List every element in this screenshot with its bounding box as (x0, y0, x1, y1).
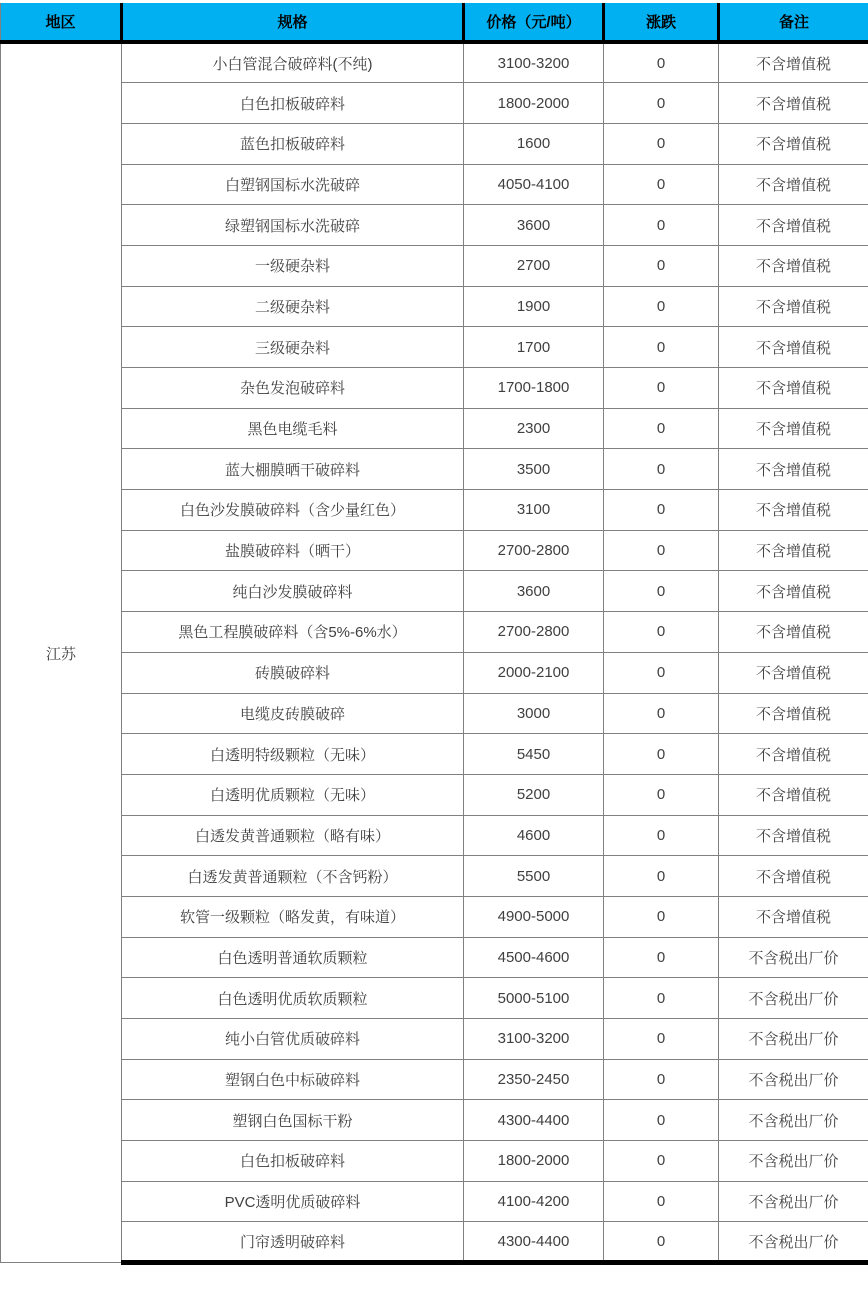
spec-cell: 塑钢白色中标破碎料 (122, 1059, 464, 1100)
table-row (1, 1141, 868, 1182)
table-row (1, 1019, 868, 1060)
spec-cell: 门帘透明破碎料 (122, 1222, 464, 1263)
table-row (1, 83, 868, 124)
note-cell: 不含增值税 (719, 123, 868, 164)
table-body (1, 42, 868, 1263)
column-header-change: 涨跌 (604, 3, 719, 42)
note-cell: 不含税出厂价 (719, 1019, 868, 1060)
spec-cell: 蓝大棚膜晒干破碎料 (122, 449, 464, 490)
table-row (1, 327, 868, 368)
note-cell: 不含增值税 (719, 490, 868, 531)
column-header-region: 地区 (1, 3, 122, 42)
change-cell: 0 (604, 530, 719, 571)
price-cell: 4900-5000 (464, 896, 604, 937)
table-row (1, 490, 868, 531)
change-cell: 0 (604, 774, 719, 815)
table-row (1, 774, 868, 815)
price-cell: 3100-3200 (464, 1019, 604, 1060)
change-cell: 0 (604, 856, 719, 897)
table-row (1, 368, 868, 409)
note-cell: 不含增值税 (719, 734, 868, 775)
change-cell: 0 (604, 693, 719, 734)
note-cell: 不含税出厂价 (719, 937, 868, 978)
change-cell: 0 (604, 42, 719, 83)
price-cell: 3500 (464, 449, 604, 490)
table-row (1, 856, 868, 897)
table-row (1, 205, 868, 246)
price-cell: 2700-2800 (464, 530, 604, 571)
price-cell: 3000 (464, 693, 604, 734)
spec-cell: 白色透明优质软质颗粒 (122, 978, 464, 1019)
table-row (1, 530, 868, 571)
change-cell: 0 (604, 490, 719, 531)
note-cell: 不含增值税 (719, 205, 868, 246)
change-cell: 0 (604, 327, 719, 368)
table-row (1, 978, 868, 1019)
note-cell: 不含增值税 (719, 896, 868, 937)
price-cell: 4300-4400 (464, 1100, 604, 1141)
region-cell: 江苏 (1, 42, 122, 1263)
spec-cell: 白色扣板破碎料 (122, 83, 464, 124)
price-cell: 4300-4400 (464, 1222, 604, 1263)
change-cell: 0 (604, 612, 719, 653)
spec-cell: 杂色发泡破碎料 (122, 368, 464, 409)
price-cell: 1700 (464, 327, 604, 368)
spec-cell: 白透明优质颗粒（无味） (122, 774, 464, 815)
spec-cell: 三级硬杂料 (122, 327, 464, 368)
price-cell: 1900 (464, 286, 604, 327)
note-cell: 不含增值税 (719, 42, 868, 83)
note-cell: 不含增值税 (719, 774, 868, 815)
price-cell: 4600 (464, 815, 604, 856)
change-cell: 0 (604, 937, 719, 978)
table-row (1, 123, 868, 164)
table-row (1, 1181, 868, 1222)
spec-cell: PVC透明优质破碎料 (122, 1181, 464, 1222)
table-row (1, 164, 868, 205)
change-cell: 0 (604, 1100, 719, 1141)
spec-cell: 塑钢白色国标干粉 (122, 1100, 464, 1141)
table-row (1, 571, 868, 612)
note-cell: 不含增值税 (719, 286, 868, 327)
change-cell: 0 (604, 83, 719, 124)
note-cell: 不含增值税 (719, 245, 868, 286)
table-row (1, 815, 868, 856)
table-row (1, 42, 868, 83)
price-cell: 2700 (464, 245, 604, 286)
note-cell: 不含增值税 (719, 368, 868, 409)
note-cell: 不含税出厂价 (719, 978, 868, 1019)
change-cell: 0 (604, 1222, 719, 1263)
change-cell: 0 (604, 245, 719, 286)
price-cell: 4500-4600 (464, 937, 604, 978)
spec-cell: 白色扣板破碎料 (122, 1141, 464, 1182)
spec-cell: 白透明特级颗粒（无味） (122, 734, 464, 775)
note-cell: 不含增值税 (719, 856, 868, 897)
price-cell: 3600 (464, 205, 604, 246)
change-cell: 0 (604, 1019, 719, 1060)
column-header-spec: 规格 (122, 3, 464, 42)
change-cell: 0 (604, 978, 719, 1019)
spec-cell: 小白管混合破碎料(不纯) (122, 42, 464, 83)
table-row (1, 1100, 868, 1141)
table-row (1, 1059, 868, 1100)
change-cell: 0 (604, 123, 719, 164)
spec-cell: 软管一级颗粒（略发黄，有味道） (122, 896, 464, 937)
spec-cell: 绿塑钢国标水洗破碎 (122, 205, 464, 246)
note-cell: 不含税出厂价 (719, 1181, 868, 1222)
table-row (1, 449, 868, 490)
price-cell: 3100-3200 (464, 42, 604, 83)
change-cell: 0 (604, 368, 719, 409)
note-cell: 不含增值税 (719, 164, 868, 205)
price-cell: 4100-4200 (464, 1181, 604, 1222)
price-cell: 2350-2450 (464, 1059, 604, 1100)
spec-cell: 黑色电缆毛料 (122, 408, 464, 449)
table-row (1, 896, 868, 937)
note-cell: 不含税出厂价 (719, 1222, 868, 1263)
note-cell: 不含增值税 (719, 612, 868, 653)
price-cell: 2300 (464, 408, 604, 449)
price-cell: 1600 (464, 123, 604, 164)
spec-cell: 白透发黄普通颗粒（略有味） (122, 815, 464, 856)
spec-cell: 砖膜破碎料 (122, 652, 464, 693)
spec-cell: 纯小白管优质破碎料 (122, 1019, 464, 1060)
note-cell: 不含增值税 (719, 327, 868, 368)
change-cell: 0 (604, 896, 719, 937)
spec-cell: 白色透明普通软质颗粒 (122, 937, 464, 978)
table-row (1, 612, 868, 653)
price-cell: 3100 (464, 490, 604, 531)
spec-cell: 白塑钢国标水洗破碎 (122, 164, 464, 205)
spec-cell: 白色沙发膜破碎料（含少量红色） (122, 490, 464, 531)
change-cell: 0 (604, 1181, 719, 1222)
change-cell: 0 (604, 164, 719, 205)
table-row (1, 937, 868, 978)
spec-cell: 蓝色扣板破碎料 (122, 123, 464, 164)
spec-cell: 电缆皮砖膜破碎 (122, 693, 464, 734)
spec-cell: 纯白沙发膜破碎料 (122, 571, 464, 612)
header-row (1, 3, 868, 42)
note-cell: 不含增值税 (719, 449, 868, 490)
note-cell: 不含增值税 (719, 693, 868, 734)
change-cell: 0 (604, 815, 719, 856)
change-cell: 0 (604, 205, 719, 246)
price-cell: 5450 (464, 734, 604, 775)
price-table (0, 3, 868, 1265)
change-cell: 0 (604, 734, 719, 775)
note-cell: 不含增值税 (719, 530, 868, 571)
table-row (1, 734, 868, 775)
table-row (1, 286, 868, 327)
note-cell: 不含增值税 (719, 83, 868, 124)
price-cell: 2700-2800 (464, 612, 604, 653)
price-cell: 5000-5100 (464, 978, 604, 1019)
table-row (1, 408, 868, 449)
spec-cell: 一级硬杂料 (122, 245, 464, 286)
price-cell: 3600 (464, 571, 604, 612)
price-cell: 5500 (464, 856, 604, 897)
price-cell: 2000-2100 (464, 652, 604, 693)
change-cell: 0 (604, 408, 719, 449)
note-cell: 不含增值税 (719, 571, 868, 612)
table-header (1, 3, 868, 42)
spec-cell: 二级硬杂料 (122, 286, 464, 327)
change-cell: 0 (604, 449, 719, 490)
spec-cell: 盐膜破碎料（晒干） (122, 530, 464, 571)
table-row (1, 1222, 868, 1263)
price-cell: 1800-2000 (464, 83, 604, 124)
table-row (1, 245, 868, 286)
note-cell: 不含税出厂价 (719, 1059, 868, 1100)
price-cell: 1700-1800 (464, 368, 604, 409)
price-cell: 5200 (464, 774, 604, 815)
note-cell: 不含增值税 (719, 652, 868, 693)
change-cell: 0 (604, 286, 719, 327)
column-header-note: 备注 (719, 3, 868, 42)
price-cell: 1800-2000 (464, 1141, 604, 1182)
change-cell: 0 (604, 652, 719, 693)
column-header-price: 价格（元/吨） (464, 3, 604, 42)
change-cell: 0 (604, 1141, 719, 1182)
note-cell: 不含税出厂价 (719, 1141, 868, 1182)
change-cell: 0 (604, 1059, 719, 1100)
note-cell: 不含增值税 (719, 815, 868, 856)
price-cell: 4050-4100 (464, 164, 604, 205)
table-row (1, 652, 868, 693)
note-cell: 不含增值税 (719, 408, 868, 449)
spec-cell: 黑色工程膜破碎料（含5%-6%水） (122, 612, 464, 653)
note-cell: 不含税出厂价 (719, 1100, 868, 1141)
table-row (1, 693, 868, 734)
change-cell: 0 (604, 571, 719, 612)
spec-cell: 白透发黄普通颗粒（不含钙粉） (122, 856, 464, 897)
